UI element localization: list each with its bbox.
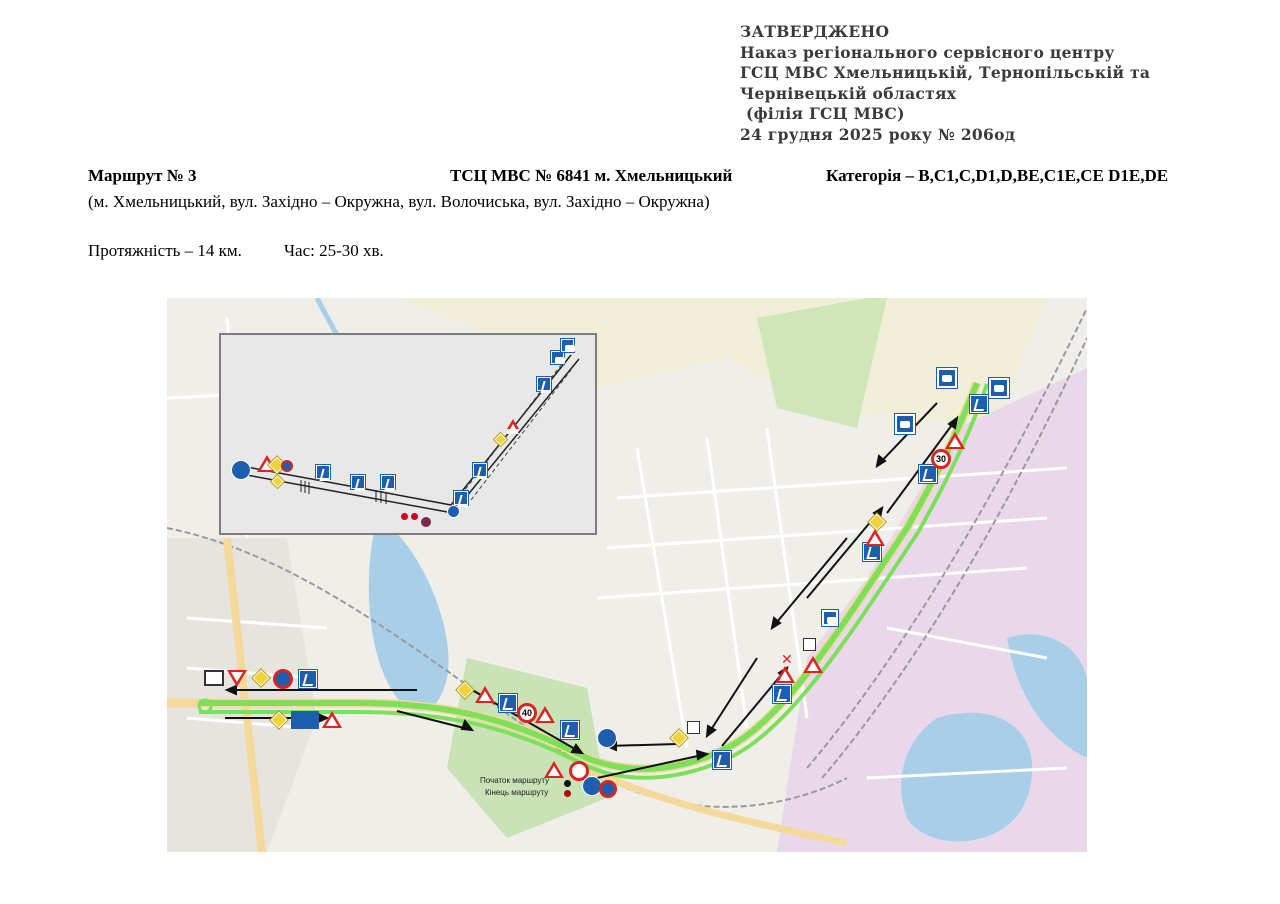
lane-direction-icon bbox=[291, 711, 319, 729]
speed-limit-40-icon: 40 bbox=[517, 703, 537, 723]
route-streets: (м. Хмельницький, вул. Західно – Окружна, вул. Волочиська, вул. Західно – Окружна) bbox=[88, 192, 710, 211]
inset-turn-icon bbox=[447, 505, 460, 518]
railway-crossing-x-icon: ✕ bbox=[781, 652, 793, 668]
inset-end-marker bbox=[411, 513, 418, 520]
warning-sign-icon-7 bbox=[945, 432, 965, 449]
inset-bus-stop-icon-2 bbox=[561, 339, 574, 352]
bus-stop-icon bbox=[895, 414, 915, 434]
crosswalk-icon bbox=[299, 670, 317, 688]
route-time: Час: 25-30 хв. bbox=[284, 241, 384, 260]
bus-stop-icon-3 bbox=[989, 378, 1009, 398]
inset-crosswalk-icon-4 bbox=[454, 491, 468, 505]
crosswalk-icon-3 bbox=[561, 721, 579, 739]
railway-warning-icon bbox=[775, 666, 795, 683]
bus-stop-icon-2 bbox=[937, 368, 957, 388]
legend-end: Кінець маршруту bbox=[485, 788, 549, 797]
roundabout-sign-icon bbox=[204, 670, 224, 686]
no-parking-icon bbox=[273, 669, 293, 689]
legend-start: Початок маршруту bbox=[480, 776, 550, 785]
license-category: Категорія – В,С1,С,D1,D,BE,C1E,CE D1E,DE bbox=[826, 166, 1169, 185]
approval-title: ЗАТВЕРДЖЕНО bbox=[740, 22, 890, 41]
warning-sign-icon-3 bbox=[535, 706, 555, 723]
approval-order: Наказ регіонального сервісного центру bbox=[740, 42, 1115, 62]
crosswalk-icon-8 bbox=[970, 395, 988, 413]
inset-no-entry-marker bbox=[421, 517, 431, 527]
tram-stop-icon bbox=[822, 610, 838, 626]
crosswalk-icon-7 bbox=[919, 465, 937, 483]
route-map bbox=[167, 298, 1087, 852]
inset-detail-map bbox=[219, 333, 597, 535]
inset-warning-icon-2 bbox=[507, 419, 519, 429]
turn-direction-icon bbox=[597, 728, 617, 748]
inset-roundabout-icon bbox=[231, 460, 251, 480]
warning-sign-icon bbox=[322, 711, 342, 728]
service-center: ТСЦ МВС № 6841 м. Хмельницький bbox=[450, 166, 733, 185]
warning-sign-icon-2 bbox=[475, 686, 495, 703]
inset-crosswalk-icon-2 bbox=[351, 475, 365, 489]
inset-crosswalk-icon-3 bbox=[381, 475, 395, 489]
inset-bus-stop-icon bbox=[551, 351, 564, 364]
approval-date: 24 грудня 2025 року № 206од bbox=[740, 124, 1016, 144]
approval-stamp bbox=[740, 22, 1240, 145]
route-number: Маршрут № 3 bbox=[88, 166, 197, 185]
approval-regions: Чернівецькій областях bbox=[740, 83, 957, 103]
approval-branch: (філія ГСЦ МВС) bbox=[746, 104, 905, 123]
give-way-icon bbox=[227, 670, 247, 687]
inset-start-marker bbox=[401, 513, 408, 520]
end-marker bbox=[564, 790, 571, 797]
warning-sign-icon-6 bbox=[865, 529, 885, 546]
railway-crossing-icon bbox=[687, 721, 700, 734]
start-marker bbox=[564, 780, 571, 787]
inset-crosswalk-icon-6 bbox=[537, 377, 551, 391]
speed-limit-30-icon: 30 bbox=[931, 449, 951, 469]
route-length: Протяжність – 14 км. bbox=[88, 241, 242, 260]
inset-crosswalk-icon-5 bbox=[473, 463, 487, 477]
inset-schematic bbox=[221, 335, 595, 533]
no-parking-icon-2 bbox=[599, 780, 617, 798]
crosswalk-icon-5 bbox=[773, 685, 791, 703]
inset-no-parking-icon bbox=[281, 460, 293, 472]
crosswalk-icon-4 bbox=[713, 751, 731, 769]
warning-sign-icon-5 bbox=[803, 656, 823, 673]
crosswalk-icon-2 bbox=[499, 694, 517, 712]
railway-crossing-icon-2 bbox=[803, 638, 816, 651]
inset-crosswalk-icon bbox=[316, 465, 330, 479]
approval-center: ГСЦ МВС Хмельницькій, Тернопільській та bbox=[740, 63, 1151, 82]
